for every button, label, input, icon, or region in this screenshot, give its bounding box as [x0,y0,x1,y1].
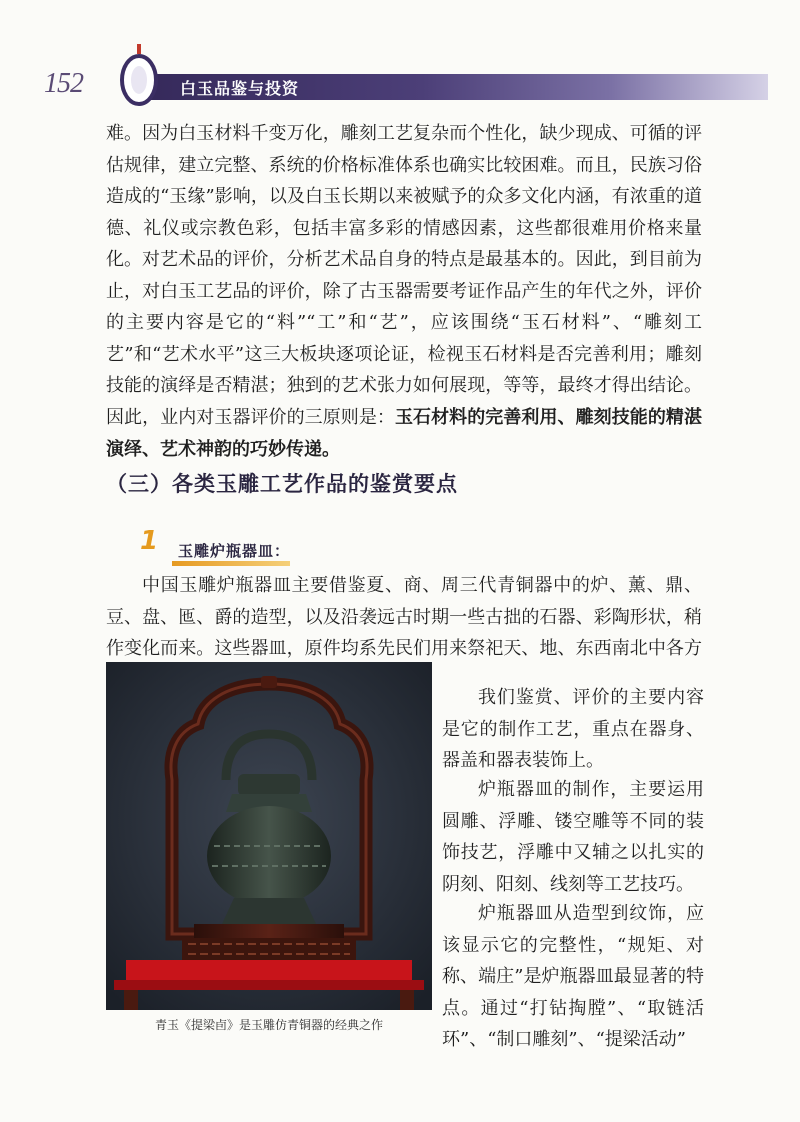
paragraph-techniques [442,774,704,900]
paragraph-vessels-intro-text: 中国玉雕炉瓶器皿主要借鉴夏、商、周三代青铜器中的炉、薰、鼎、豆、盘、匜、爵的造型，以及沿袭远古时期一些古拙的石器、彩陶形状，稍作变化而来。这些器皿，原件均系先民们用来祭祀天、地、东西南北中各方 [106,575,702,660]
paragraph-form-decoration-text: 炉瓶器皿从造型到纹饰，应该显示它的完整性，“规矩、对称、端庄”是炉瓶器皿最显著的特点。通过“打钻掏膛”、“取链活环”、“制口雕刻”、“提梁活动” [442,903,704,1051]
subsection-title: 玉雕炉瓶器皿： [178,542,291,560]
three-principles-text: 玉石材料的完善利用、雕刻技能的精湛演绎、艺术神韵的巧妙传递。 [106,406,702,460]
figure-caption: 青玉《提梁卣》是玉雕仿青铜器的经典之作 [154,1018,383,1032]
paragraph-techniques-text: 炉瓶器皿的制作，主要运用圆雕、浮雕、镂空雕等不同的装饰技艺，浮雕中又辅之以扎实的阴刻、阳刻、线刻等工艺技巧。 [442,779,704,895]
jade-pendant-icon [118,44,160,106]
paragraph-appraisal-focus [442,682,704,777]
subsection-number: 1 [140,526,159,556]
paragraph-evaluation [106,244,702,465]
paragraph-evaluation-text: 对艺术品的评价，分析艺术品自身的特点是最基本的。因此，到目前为止，对白玉工艺品的评价，除了古玉器需要考证作品产生的年代之外，评价的主要内容是它的“料”“工”和“艺”，应该围绕“玉石材料”、“雕刻工艺”和“艺术水平”这三大板块逐项论证，检视玉石材料是否完善利用；雕刻技能的演绎是否精湛；独到的艺术张力如何展现，等等，最终才得出结论。因此，业内对玉器评价的三原则是： [106,249,702,428]
paragraph-appraisal-focus-text: 我们鉴赏、评价的主要内容是它的制作工艺，重点在器身、器盖和器表装饰上。 [442,687,704,772]
paragraph-continuation: 难。因为白玉材料千变万化，雕刻工艺复杂而个性化，缺少现成、可循的评估规律，建立完整、系统的价格标准体系也确实比较困难。而且，民族习俗造成的“玉缘”影响，以及白玉长期以来被赋予的众多文化内涵，有浓重的道德、礼仪或宗教色彩，包括丰富多彩的情感因素，这些都很难用价格来量化。 [106,123,702,271]
paragraph-form-decoration [442,898,704,1056]
jade-vessel-photo [106,662,432,1010]
subsection-underline [172,561,290,566]
section-heading: （三）各类玉雕工艺作品的鉴赏要点 [106,472,458,496]
page-number: 152 [44,68,83,99]
book-title: 白玉品鉴与投资 [180,79,300,98]
